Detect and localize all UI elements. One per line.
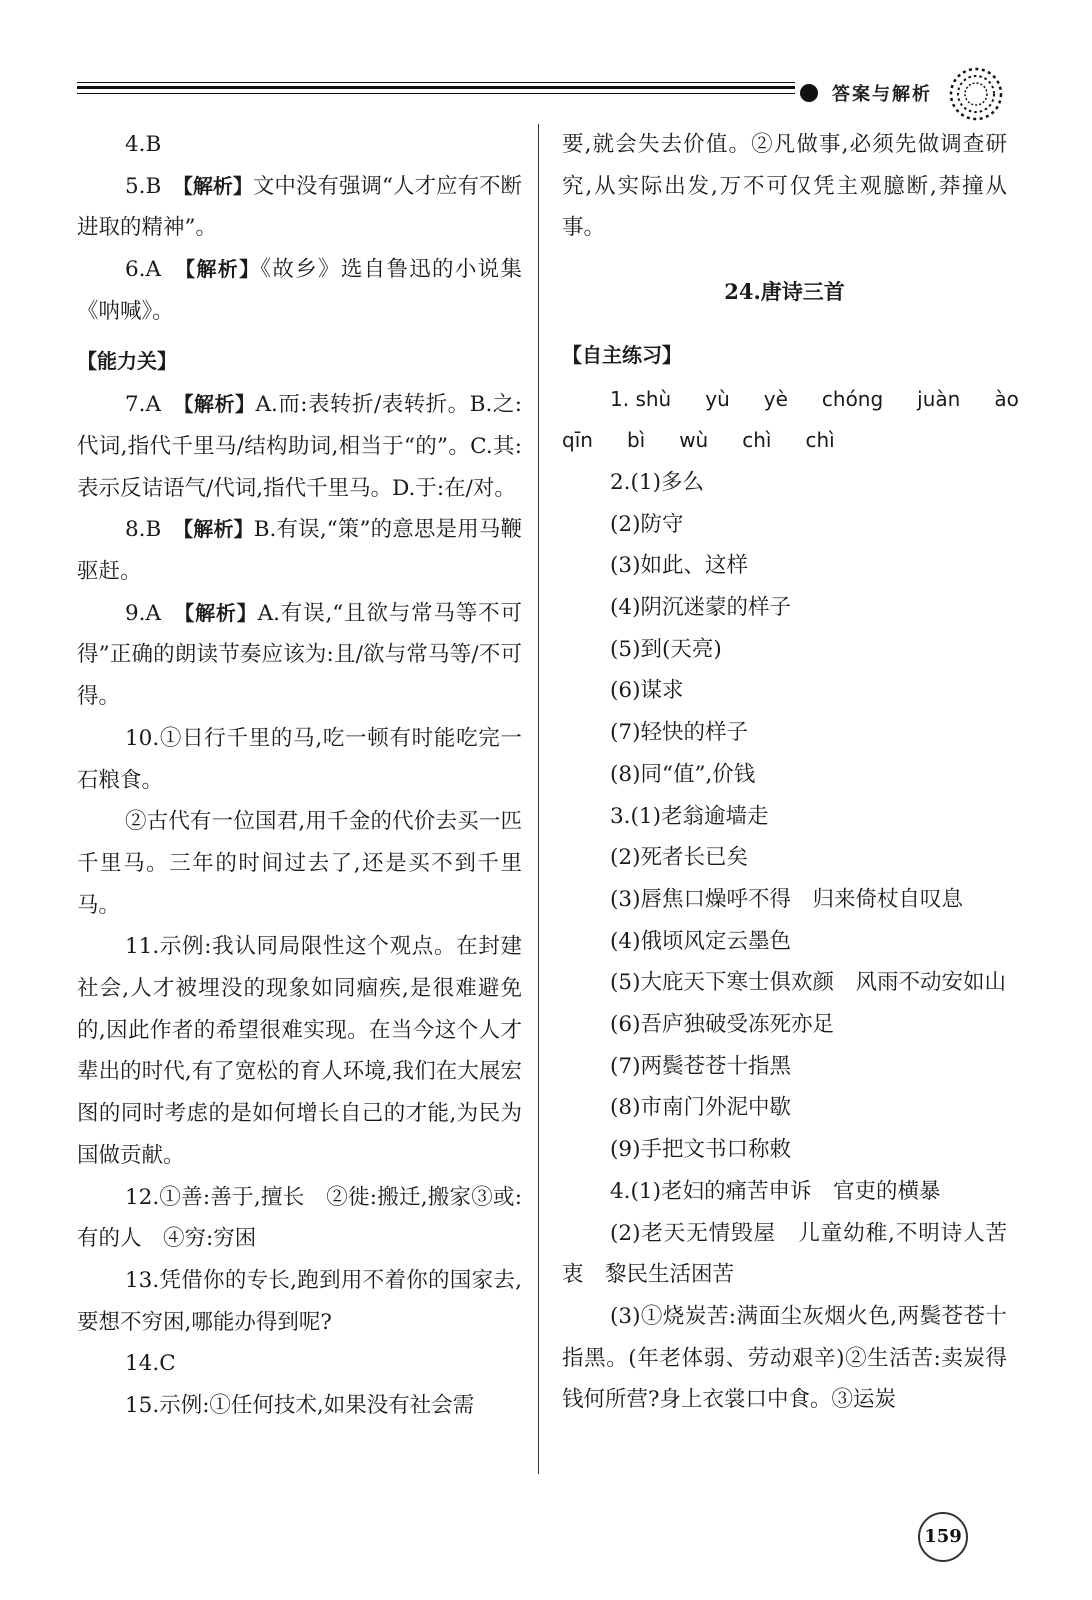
answer-item: (3)如此、这样: [610, 553, 748, 579]
answer-item: (8)同“值”,价钱: [610, 761, 756, 787]
answer-item: (3)①烧炭苦:满面尘灰烟火色,两鬓苍苍十指黑。(年老体弱、劳动艰辛)②生活苦:卖炭得钱何所营?身上衣裳口中食。③运炭: [562, 1303, 1007, 1413]
answer-item: (6)谋求: [610, 678, 684, 704]
answer-item: (2)老天无情毁屋 儿童幼稚,不明诗人苦衷 黎民生活困苦: [562, 1220, 1007, 1288]
answer-item: 11.示例:我认同局限性这个观点。在封建社会,人才被埋没的现象如同痼疾,是很难避免的,因此作者的希望很难实现。在当今这个人才辈出的时代,有了宽松的育人环境,我们在大展宏图的同时考虑的是如何增长自己的才能,为民为国做贡献。: [77, 934, 522, 1168]
analysis-tag: 【解析】: [185, 257, 261, 282]
analysis-tag: 【解析】: [183, 517, 254, 542]
answer-item: 3.(1)老翁逾墙走: [610, 803, 769, 829]
answer-item: (4)阴沉迷蒙的样子: [610, 595, 791, 621]
answer-item: 12.①善:善于,擅长 ②徙:搬迁,搬家③或:有的人 ④穷:穷困: [77, 1184, 522, 1252]
answer-item: 4.B: [125, 132, 162, 157]
answer-item: (7)两鬓苍苍十指黑: [610, 1053, 791, 1079]
answer-item: (7)轻快的样子: [610, 720, 748, 746]
header-title: 答案与解析: [832, 84, 932, 105]
answer-item: (4)俄顷风定云墨色: [610, 928, 791, 954]
sunburst-ornament-icon: [948, 66, 1004, 122]
section-heading: 【能力关】: [77, 348, 177, 373]
left-column: [77, 124, 522, 1427]
lesson-title: 24.唐诗三首: [724, 279, 845, 305]
page-header: [0, 0, 1092, 120]
continuation-text: 要,就会失去价值。②凡做事,必须先做调查研究,从实际出发,万不可仅凭主观臆断,莽撞从事。: [562, 132, 1007, 241]
answer-item: 9.A 【解析】A.有误,“且欲与常马等不可得”正确的朗读节奏应该为:且/欲与常马等/不可得。: [77, 600, 522, 710]
answer-item: 14.C: [125, 1351, 176, 1377]
right-column: [562, 124, 1019, 1421]
answer-item: 15.示例:①任何技术,如果没有社会需: [125, 1393, 475, 1419]
answer-item: (3)唇焦口燥呼不得 归来倚杖自叹息: [610, 886, 963, 912]
column-divider: [538, 124, 539, 1474]
answer-item: 10.①日行千里的马,吃一顿有时能吃完一石粮食。: [77, 725, 522, 793]
answer-item: 8.B 【解析】B.有误,“策”的意思是用马鞭驱赶。: [77, 517, 523, 585]
analysis-tag: 【解析】: [183, 392, 256, 417]
analysis-tag: 【解析】: [182, 173, 253, 198]
pinyin-row: 1. shù yù yè chóng juàn ào: [610, 386, 1019, 411]
header-dot: [800, 84, 818, 102]
header-rule: [77, 82, 795, 83]
answer-item: 6.A 【解析】《故乡》选自鲁迅的小说集《呐喊》。: [77, 257, 522, 324]
answer-item: 13.凭借你的专长,跑到用不着你的国家去,要想不穷困,哪能办得到呢?: [77, 1267, 522, 1335]
answer-item: (2)防守: [610, 511, 684, 537]
section-heading: 【自主练习】: [562, 342, 682, 367]
header-rule: [77, 93, 795, 94]
pinyin-row: qīn bì wù chì chì: [562, 428, 835, 453]
answer-item: ②古代有一位国君,用千金的代价去买一匹千里马。三年的时间过去了,还是买不到千里马。: [77, 809, 522, 918]
analysis-tag: 【解析】: [184, 600, 258, 625]
answer-item: (9)手把文书口称敕: [610, 1137, 791, 1163]
answer-item: (5)到(天亮): [610, 636, 722, 662]
answer-item: 7.A 【解析】A.而:表转折/表转折。B.之:代词,指代千里马/结构助词,相当于“的”。C.其:表示反诘语气/代词,指代千里马。D.于:在/对。: [77, 392, 522, 501]
page-number: 159: [918, 1512, 968, 1562]
answer-item: (2)死者长已矣: [610, 845, 748, 871]
answer-item: (8)市南门外泥中歇: [610, 1095, 791, 1121]
answer-item: 5.B 【解析】文中没有强调“人才应有不断进取的精神”。: [77, 173, 523, 241]
answer-item: 2.(1)多么: [610, 469, 704, 495]
answer-item: (6)吾庐独破受冻死亦足: [610, 1012, 834, 1038]
header-rule-thick: [77, 86, 795, 89]
answer-item: (5)大庇天下寒士俱欢颜 风雨不动安如山: [610, 970, 1006, 996]
answer-item: 4.(1)老妇的痛苦申诉 官吏的横暴: [610, 1178, 941, 1204]
